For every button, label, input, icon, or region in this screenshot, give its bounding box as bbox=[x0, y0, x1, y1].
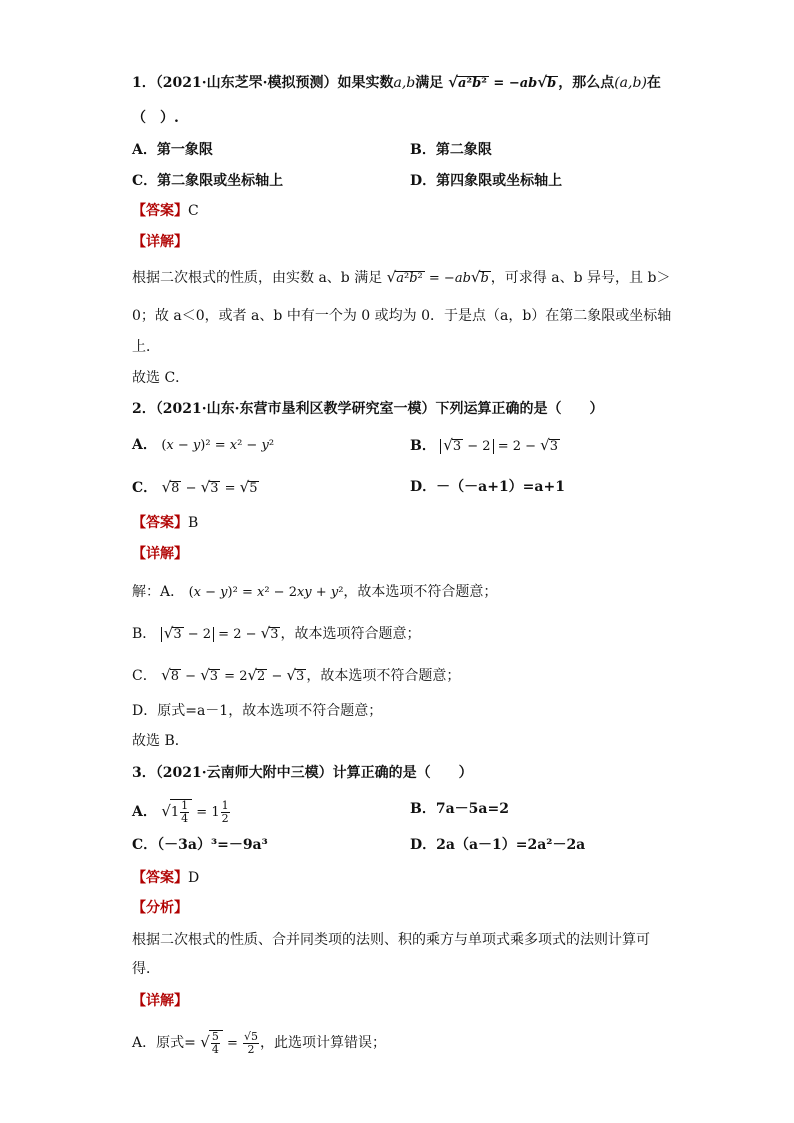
q2-sol-c-formula: √8 − √3 = 2√2 − √3 bbox=[161, 666, 305, 684]
q2-sol-a-formula: (x − y)² = x² − 2xy + y² bbox=[188, 585, 344, 600]
q1-option-c: C．第二象限或坐标轴上 bbox=[132, 173, 284, 189]
q2-option-a-label: A． bbox=[132, 437, 157, 453]
q3-option-a-formula: √1 $\frac{1}{4}$ = 1 $\frac{1}{2}$ bbox=[161, 799, 229, 825]
answer-tag: 【答案】 bbox=[132, 203, 188, 219]
q2-answer: B bbox=[188, 515, 199, 531]
q1-option-b: B．第二象限 bbox=[410, 142, 492, 158]
q2-conclusion: 故选 B． bbox=[132, 733, 189, 749]
q1-stem-paren: （ ）. bbox=[132, 110, 179, 126]
q3-option-c: C．（－3a）³=－9a³ bbox=[132, 837, 268, 853]
q3-sol-a-formula: √ $\frac{5}{4}$ = $\frac{√5}{2}$ bbox=[200, 1030, 259, 1056]
q2-sol-c bbox=[132, 665, 460, 687]
q2-sol-a-text: ，故本选项不符合题意； bbox=[343, 584, 498, 600]
q2-option-a-formula: (x − y)² = x² − y² bbox=[161, 438, 275, 453]
answer-tag: 【答案】 bbox=[132, 870, 188, 886]
q1-vars: a,b bbox=[393, 75, 416, 91]
answer-tag: 【答案】 bbox=[132, 515, 188, 531]
q2-sol-b-text: ，故本选项符合题意； bbox=[280, 626, 421, 642]
q3-option-b: B．7a－5a=2 bbox=[410, 801, 509, 817]
q1-detail-tag: 【详解】 bbox=[132, 234, 188, 250]
q2-option-d: D．－（－a+1）=a+1 bbox=[410, 479, 565, 495]
q1-point: (a,b) bbox=[614, 75, 647, 91]
q1-stem-text3: ，那么点 bbox=[558, 75, 615, 91]
q1-detail-text2: ，可求得 a、b 异号，且 b＞ bbox=[490, 270, 671, 286]
q3-option-a-label: A． bbox=[132, 804, 157, 820]
q2-option-b-label: B． bbox=[410, 438, 436, 454]
q1-detail-line2: 0；故 a＜0，或者 a、b 中有一个为 0 或均为 0．于是点（a，b）在第二象限或坐标轴 bbox=[132, 308, 672, 324]
q1-stem-text2: 满足 bbox=[415, 75, 444, 91]
q2-sol-c-text: ，故本选项不符合题意； bbox=[306, 668, 461, 684]
q2-sol-b-label: B． bbox=[132, 626, 157, 642]
q2-sol-b-formula: √3 − 2 = 2 − √3 bbox=[161, 627, 281, 642]
q1-answer: C bbox=[188, 203, 199, 219]
q3-detail-tag: 【详解】 bbox=[132, 993, 188, 1009]
q2-option-b bbox=[410, 435, 560, 457]
q3-sol-a-label: A．原式= bbox=[132, 1035, 196, 1051]
q3-answer-line bbox=[132, 868, 199, 888]
q3-answer: D bbox=[188, 870, 200, 886]
q1-option-a: A．第一象限 bbox=[132, 142, 213, 158]
q2-option-b-formula: √3 − 2 = 2 − √3 bbox=[440, 439, 560, 454]
q3-option-a bbox=[132, 799, 231, 825]
q3-analysis-line1: 根据二次根式的性质、合并同类项的法则、积的乘方与单项式乘多项式的法则计算可 bbox=[132, 932, 650, 948]
q2-answer-line bbox=[132, 513, 198, 533]
q2-sol-a bbox=[132, 582, 497, 603]
q1-detail-line1 bbox=[132, 267, 670, 289]
q1-stem-text: 1．（2021·山东芝罘·模拟预测）如果实数 bbox=[132, 75, 394, 91]
q2-sol-a-label: 解：A． bbox=[132, 584, 185, 600]
q1-conclusion: 故选 C． bbox=[132, 370, 190, 386]
q3-sol-a-text: ，此选项计算错误； bbox=[260, 1035, 387, 1051]
q1-detail-formula: √a²b² = −ab√b bbox=[386, 268, 489, 286]
q2-sol-d: D．原式=a－1，故本选项不符合题意； bbox=[132, 703, 383, 719]
q3-stem: 3．（2021·云南师大附中三模）计算正确的是（ ） bbox=[132, 765, 473, 781]
q3-analysis-line2: 得． bbox=[132, 961, 160, 977]
q2-stem: 2．（2021·山东·东营市垦利区教学研究室一模）下列运算正确的是（ ） bbox=[132, 401, 604, 417]
q1-stem bbox=[132, 72, 661, 94]
q3-option-d: D．2a（a－1）=2a²－2a bbox=[410, 837, 586, 853]
q2-sol-c-label: C． bbox=[132, 668, 157, 684]
q2-option-c bbox=[132, 477, 259, 499]
q1-formula: √a²b² = −ab√b bbox=[448, 73, 557, 91]
q3-sol-a bbox=[132, 1030, 386, 1056]
q1-answer-line bbox=[132, 201, 199, 221]
q1-detail-line3: 上． bbox=[132, 339, 160, 355]
q1-option-d: D．第四象限或坐标轴上 bbox=[410, 173, 563, 189]
q2-option-c-label: C． bbox=[132, 480, 158, 496]
q1-detail-text: 根据二次根式的性质，由实数 a、b 满足 bbox=[132, 270, 383, 286]
q2-option-a bbox=[132, 435, 274, 456]
q1-stem-text4: 在 bbox=[646, 75, 661, 91]
q2-detail-tag: 【详解】 bbox=[132, 546, 188, 562]
q2-option-c-formula: √8 − √3 = √5 bbox=[161, 478, 258, 496]
q2-sol-b bbox=[132, 623, 420, 645]
q3-analysis-tag: 【分析】 bbox=[132, 900, 188, 916]
